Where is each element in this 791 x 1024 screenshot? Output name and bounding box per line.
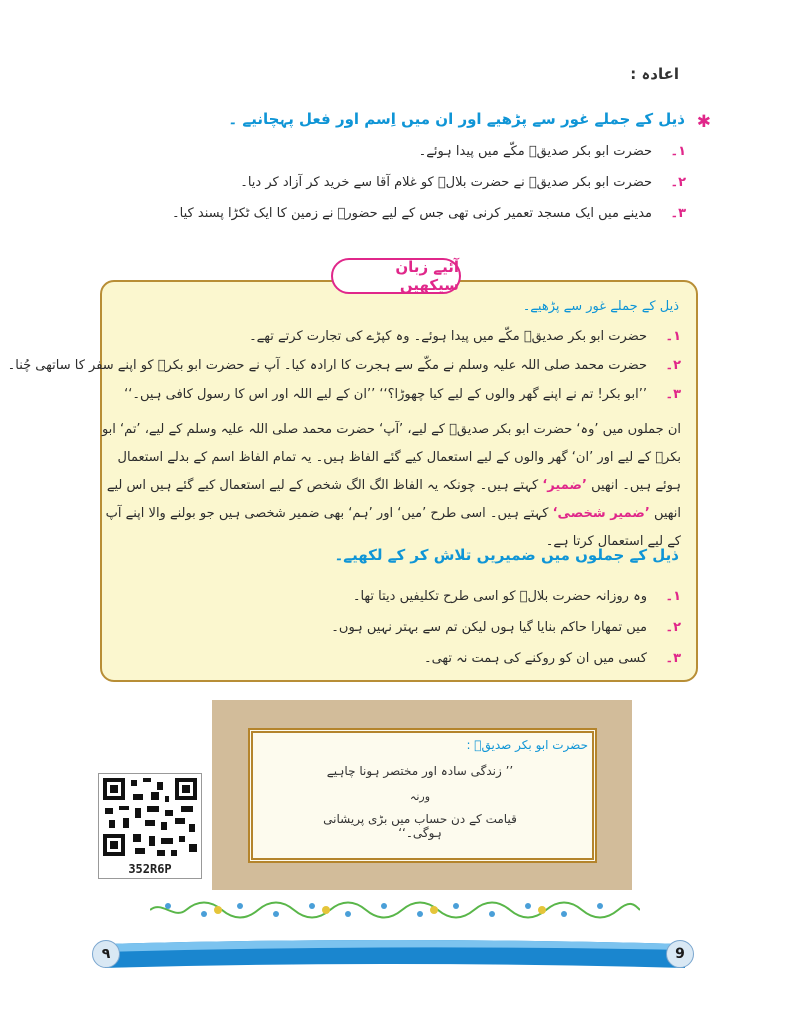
- page-number-urdu: ۹: [92, 940, 120, 968]
- example-sentence: ۲۔حضرت محمد صلی اللہ علیہ وسلم نے مکّے سے ہجرت کا ارادہ کیا۔ آپ نے حضرت ابو بکرؓ کو اپنے سفر کا ساتھی چُنا۔: [7, 358, 681, 373]
- quote-line: ورنہ: [409, 790, 431, 803]
- exercise-instruction: ذیل کے جملے غور سے پڑھیے اور ان میں اِسم اور فعل پہچانیے ۔: [228, 110, 685, 128]
- exercise-item: ۲۔حضرت ابو بکر صدیقؓ نے حضرت بلالؓ کو غلام آقا سے خرید کر آزاد کر دیا۔: [240, 175, 686, 190]
- quote-line: قیامت کے دن حساب میں بڑی پریشانی ہوگی۔‘‘: [323, 812, 517, 840]
- exercise-item: ۳۔مدینے میں ایک مسجد تعمیر کرنی تھی جس کے لیے حضورؐ نے زمین کا ایک ٹکڑا پسند کیا۔: [172, 206, 686, 221]
- example-sentence: ۱۔حضرت ابو بکر صدیقؓ مکّے میں پیدا ہوئے۔ وہ کپڑے کی تجارت کرتے تھے۔: [249, 329, 681, 344]
- footer-banner: [90, 938, 700, 972]
- section-title: اعادہ :: [630, 65, 679, 83]
- exercise-instruction: ذیل کے جملوں میں ضمیریں تلاش کر کے لکھیے۔: [334, 546, 679, 564]
- quote-line: ’’ زندگی سادہ اور مختصر ہونا چاہیے: [326, 764, 514, 778]
- exercise-item: ۱۔حضرت ابو بکر صدیقؓ مکّے میں پیدا ہوئے۔: [418, 144, 686, 159]
- page-number: 9: [666, 940, 694, 968]
- box-subtitle: ذیل کے جملے غور سے پڑھیے۔: [522, 299, 679, 314]
- box-title: آئیے زبان سیکھیں: [395, 258, 459, 294]
- highlight-term: ’ضمیر شخصی‘: [552, 506, 650, 521]
- exercise-item: ۱۔وہ روزانہ حضرت بلالؓ کو اسی طرح تکلیفیں دیتا تھا۔: [352, 589, 681, 604]
- quote-author: حضرت ابو بکر صدیقؓ :: [466, 738, 588, 752]
- highlight-term: ’ضمیر‘: [542, 478, 587, 493]
- exercise-item: ۳۔کسی میں ان کو روکنے کی ہمت نہ تھی۔: [423, 651, 681, 666]
- star-bullet-icon: ✱: [696, 112, 711, 132]
- qr-code-label: 352R6P: [128, 862, 172, 876]
- box-title-badge: [331, 258, 461, 294]
- explanation-paragraph: ان جملوں میں ’وہ‘ حضرت ابو بکر صدیقؓ کے لیے، ’آپ‘ حضرت محمد صلی اللہ علیہ وسلم کے لیے، ’تم‘ ابو بکرؓ کے لیے اور ’ان‘ گھر والوں کے لیے استعمال کیے گئے الفاظ ہیں۔ یہ تمام الفاظ اسم کے بدلے استعمال ہوئے ہیں۔ انھیں ’ضمیر‘ کہتے ہیں۔ چونکہ یہ الفاظ الگ الگ شخص کے لیے استعمال کیے گئے ہیں اس لیے انھیں ’ضمیر شخصی‘ کہتے ہیں۔ اسی طرح ’میں‘ اور ’ہم‘ بھی ضمیر شخصی ہیں جو بولنے والا اپنے آپ کے لیے استعمال کرتا ہے۔: [101, 422, 681, 549]
- example-sentence: ۳۔’’ابو بکر! تم نے اپنے گھر والوں کے لیے کیا چھوڑا؟‘‘ ’’ان کے لیے اللہ اور اس کا رسول کافی ہیں۔‘‘: [124, 387, 681, 402]
- exercise-item: ۲۔میں تمھارا حاکم بنایا گیا ہوں لیکن تم سے بہتر نہیں ہوں۔: [331, 620, 681, 635]
- vine-border-icon: [150, 898, 640, 922]
